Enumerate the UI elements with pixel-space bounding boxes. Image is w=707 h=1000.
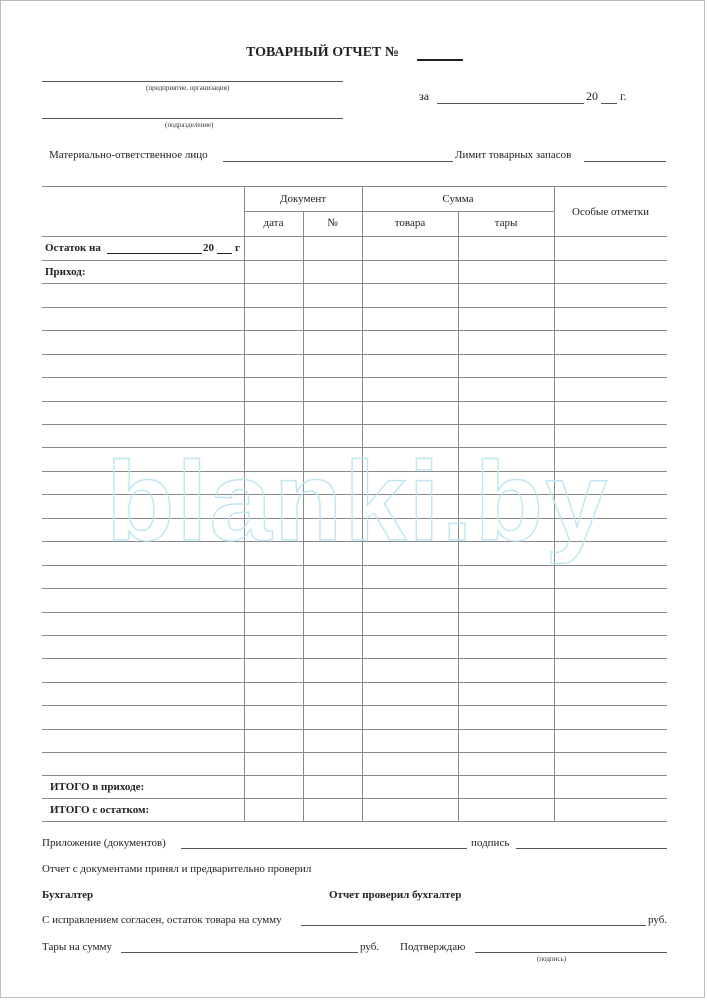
row-line [42, 682, 667, 683]
row-line [42, 424, 667, 425]
row-line [42, 354, 667, 355]
row-line [42, 401, 667, 402]
period-year-field[interactable] [601, 103, 617, 104]
organization-caption: (предприятие, организация) [146, 84, 230, 92]
table-top-border [42, 186, 667, 187]
row-line [42, 612, 667, 613]
table-bottom-border [42, 821, 667, 822]
column-line [554, 186, 555, 821]
balance-year-suffix: г [235, 242, 240, 254]
attachment-field[interactable] [181, 848, 467, 849]
accepted-text: Отчет с документами принял и предварительно проверил [42, 863, 312, 875]
row-line [42, 307, 667, 308]
row-line [42, 330, 667, 331]
total-income-label: ИТОГО в приходе: [50, 781, 145, 793]
balance-year-field[interactable] [217, 253, 232, 254]
attachment-label: Приложение (документов) [42, 837, 166, 849]
column-line [458, 211, 459, 821]
department-caption: (подразделение) [165, 121, 214, 129]
signature-label: подпись [471, 837, 510, 849]
limit-label: Лимит товарных запасов [455, 149, 572, 161]
rub-label-2: руб. [360, 941, 380, 953]
row-line [42, 377, 667, 378]
organization-field[interactable] [42, 81, 343, 82]
row-line [42, 541, 667, 542]
header-containers: тары [494, 217, 518, 229]
checked-by-accountant-label: Отчет проверил бухгалтер [329, 889, 462, 901]
row-line [42, 471, 667, 472]
header-notes: Особые отметки [572, 206, 649, 218]
header-sum: Сумма [442, 193, 474, 205]
header-document: Документ [279, 193, 327, 205]
header-bottom-border [42, 236, 667, 237]
period-year-suffix: г. [620, 89, 627, 103]
row-line [42, 729, 667, 730]
income-label: Приход: [45, 266, 86, 278]
limit-field[interactable] [584, 161, 666, 162]
row-line [42, 658, 667, 659]
responsible-label: Материально-ответственное лицо [49, 149, 208, 161]
row-line [42, 588, 667, 589]
accountant-label: Бухгалтер [42, 889, 94, 901]
row-line [42, 798, 667, 799]
containers-sum-field[interactable] [121, 952, 358, 953]
header-number: № [327, 217, 338, 229]
containers-sum-label: Тары на сумму [42, 941, 113, 953]
balance-label: Остаток на [45, 242, 101, 254]
row-line [42, 260, 667, 261]
balance-year-prefix: 20 [203, 242, 214, 254]
period-label: за [419, 89, 430, 103]
signature-caption: (подпись) [537, 955, 567, 963]
header-split-line [244, 211, 554, 212]
period-year-prefix: 20 [586, 89, 598, 103]
row-line [42, 775, 667, 776]
watermark-logo: blanki.by [106, 439, 610, 564]
header-date: дата [263, 217, 284, 229]
period-date-field[interactable] [437, 103, 584, 104]
row-line [42, 565, 667, 566]
total-with-balance-label: ИТОГО с остатком: [50, 804, 150, 816]
report-title: ТОВАРНЫЙ ОТЧЕТ № [246, 45, 399, 60]
column-line [303, 211, 304, 821]
rub-label-1: руб. [648, 914, 668, 926]
row-line [42, 705, 667, 706]
row-line [42, 518, 667, 519]
column-line [362, 186, 363, 821]
responsible-field[interactable] [223, 161, 453, 162]
report-number-field[interactable] [417, 59, 463, 61]
header-goods: товара [394, 217, 426, 229]
column-line [244, 186, 245, 821]
agree-text: С исправлением согласен, остаток товара на сумму [42, 914, 282, 926]
balance-date-field[interactable] [107, 253, 202, 254]
signature-field[interactable] [516, 848, 667, 849]
confirm-label: Подтверждаю [400, 941, 466, 953]
row-line [42, 635, 667, 636]
row-line [42, 494, 667, 495]
row-line [42, 752, 667, 753]
row-line [42, 447, 667, 448]
department-field[interactable] [42, 118, 343, 119]
confirm-signature-field[interactable] [475, 952, 667, 953]
row-line [42, 283, 667, 284]
goods-balance-sum-field[interactable] [301, 925, 646, 926]
